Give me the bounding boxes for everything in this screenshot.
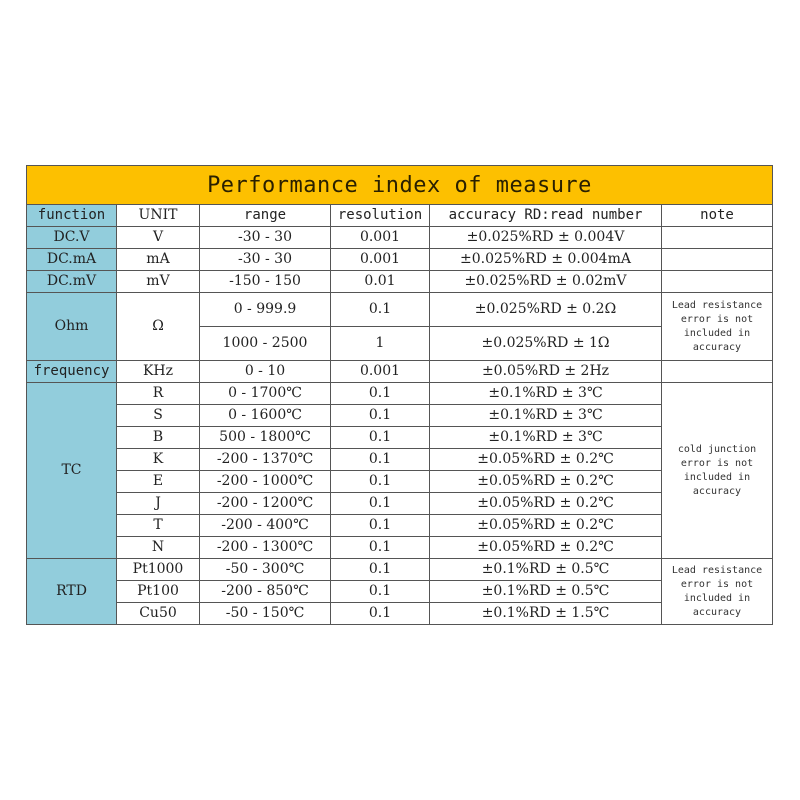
- range-cell: 0 - 1600℃: [200, 405, 331, 427]
- resolution-cell: 0.1: [331, 493, 430, 515]
- accuracy-cell: ±0.1%RD ± 3℃: [430, 383, 662, 405]
- resolution-cell: 0.1: [331, 537, 430, 559]
- range-cell: 500 - 1800℃: [200, 427, 331, 449]
- note-cell: cold junction error is not included in accuracy: [662, 383, 773, 559]
- header-unit: UNIT: [117, 205, 200, 227]
- header-accuracy: accuracy RD:read number: [430, 205, 662, 227]
- resolution-cell: 0.01: [331, 271, 430, 293]
- table-row: [27, 559, 773, 581]
- accuracy-cell: ±0.05%RD ± 2Hz: [430, 361, 662, 383]
- function-cell: Ohm: [27, 293, 117, 361]
- unit-cell: J: [117, 493, 200, 515]
- resolution-cell: 0.1: [331, 515, 430, 537]
- resolution-cell: 0.001: [331, 227, 430, 249]
- function-cell: DC.V: [27, 227, 117, 249]
- table-row: [27, 405, 773, 427]
- accuracy-cell: ±0.025%RD ± 0.2Ω: [430, 293, 662, 327]
- unit-cell: S: [117, 405, 200, 427]
- range-cell: -50 - 150℃: [200, 603, 331, 625]
- resolution-cell: 0.1: [331, 581, 430, 603]
- unit-cell: B: [117, 427, 200, 449]
- resolution-cell: 1: [331, 327, 430, 361]
- unit-cell: E: [117, 471, 200, 493]
- function-cell: frequency: [27, 361, 117, 383]
- accuracy-cell: ±0.025%RD ± 0.004V: [430, 227, 662, 249]
- resolution-cell: 0.1: [331, 293, 430, 327]
- table-row: [27, 471, 773, 493]
- table-row: [27, 537, 773, 559]
- note-cell: [662, 227, 773, 249]
- header-resolution: resolution: [331, 205, 430, 227]
- accuracy-cell: ±0.1%RD ± 0.5℃: [430, 581, 662, 603]
- range-cell: -30 - 30: [200, 227, 331, 249]
- unit-cell: V: [117, 227, 200, 249]
- unit-cell: KHz: [117, 361, 200, 383]
- accuracy-cell: ±0.05%RD ± 0.2℃: [430, 515, 662, 537]
- range-cell: -200 - 1200℃: [200, 493, 331, 515]
- table-row: [27, 427, 773, 449]
- table-title: Performance index of measure: [27, 166, 773, 205]
- table-row: [27, 581, 773, 603]
- range-cell: -200 - 1300℃: [200, 537, 331, 559]
- table-row: [27, 449, 773, 471]
- range-cell: 0 - 10: [200, 361, 331, 383]
- resolution-cell: 0.1: [331, 603, 430, 625]
- range-cell: -200 - 1000℃: [200, 471, 331, 493]
- note-cell: Lead resistance error is not included in accuracy: [662, 559, 773, 625]
- note-cell: [662, 361, 773, 383]
- range-cell: -200 - 1370℃: [200, 449, 331, 471]
- function-cell: TC: [27, 383, 117, 559]
- table-row: [27, 383, 773, 405]
- note-cell: Lead resistance error is not included in accuracy: [662, 293, 773, 361]
- resolution-cell: 0.1: [331, 471, 430, 493]
- range-cell: -150 - 150: [200, 271, 331, 293]
- resolution-cell: 0.1: [331, 383, 430, 405]
- table-row: [27, 227, 773, 249]
- range-cell: 0 - 999.9: [200, 293, 331, 327]
- accuracy-cell: ±0.025%RD ± 0.02mV: [430, 271, 662, 293]
- unit-cell: R: [117, 383, 200, 405]
- unit-cell: mV: [117, 271, 200, 293]
- accuracy-cell: ±0.025%RD ± 0.004mA: [430, 249, 662, 271]
- range-cell: 1000 - 2500: [200, 327, 331, 361]
- range-cell: -200 - 400℃: [200, 515, 331, 537]
- header-note: note: [662, 205, 773, 227]
- table-row: [27, 515, 773, 537]
- title-row: [27, 166, 773, 205]
- unit-cell: T: [117, 515, 200, 537]
- accuracy-cell: ±0.05%RD ± 0.2℃: [430, 537, 662, 559]
- function-cell: DC.mV: [27, 271, 117, 293]
- header-row: [27, 205, 773, 227]
- unit-cell: Cu50: [117, 603, 200, 625]
- unit-cell: N: [117, 537, 200, 559]
- range-cell: 0 - 1700℃: [200, 383, 331, 405]
- accuracy-cell: ±0.05%RD ± 0.2℃: [430, 449, 662, 471]
- accuracy-cell: ±0.1%RD ± 3℃: [430, 405, 662, 427]
- accuracy-cell: ±0.05%RD ± 0.2℃: [430, 471, 662, 493]
- table-row: [27, 493, 773, 515]
- resolution-cell: 0.1: [331, 559, 430, 581]
- unit-cell: K: [117, 449, 200, 471]
- resolution-cell: 0.1: [331, 427, 430, 449]
- resolution-cell: 0.1: [331, 405, 430, 427]
- table-row: [27, 249, 773, 271]
- unit-cell: mA: [117, 249, 200, 271]
- accuracy-cell: ±0.1%RD ± 3℃: [430, 427, 662, 449]
- table-row: [27, 361, 773, 383]
- note-cell: [662, 249, 773, 271]
- function-cell: RTD: [27, 559, 117, 625]
- resolution-cell: 0.001: [331, 361, 430, 383]
- range-cell: -30 - 30: [200, 249, 331, 271]
- table-row: [27, 271, 773, 293]
- performance-table: [26, 165, 773, 625]
- table-row: [27, 293, 773, 327]
- range-cell: -50 - 300℃: [200, 559, 331, 581]
- unit-cell: Pt1000: [117, 559, 200, 581]
- function-cell: DC.mA: [27, 249, 117, 271]
- range-cell: -200 - 850℃: [200, 581, 331, 603]
- note-cell: [662, 271, 773, 293]
- accuracy-cell: ±0.05%RD ± 0.2℃: [430, 493, 662, 515]
- header-range: range: [200, 205, 331, 227]
- table-row: [27, 603, 773, 625]
- accuracy-cell: ±0.025%RD ± 1Ω: [430, 327, 662, 361]
- unit-cell: Pt100: [117, 581, 200, 603]
- unit-cell: Ω: [117, 293, 200, 361]
- accuracy-cell: ±0.1%RD ± 1.5℃: [430, 603, 662, 625]
- accuracy-cell: ±0.1%RD ± 0.5℃: [430, 559, 662, 581]
- header-function: function: [27, 205, 117, 227]
- resolution-cell: 0.001: [331, 249, 430, 271]
- resolution-cell: 0.1: [331, 449, 430, 471]
